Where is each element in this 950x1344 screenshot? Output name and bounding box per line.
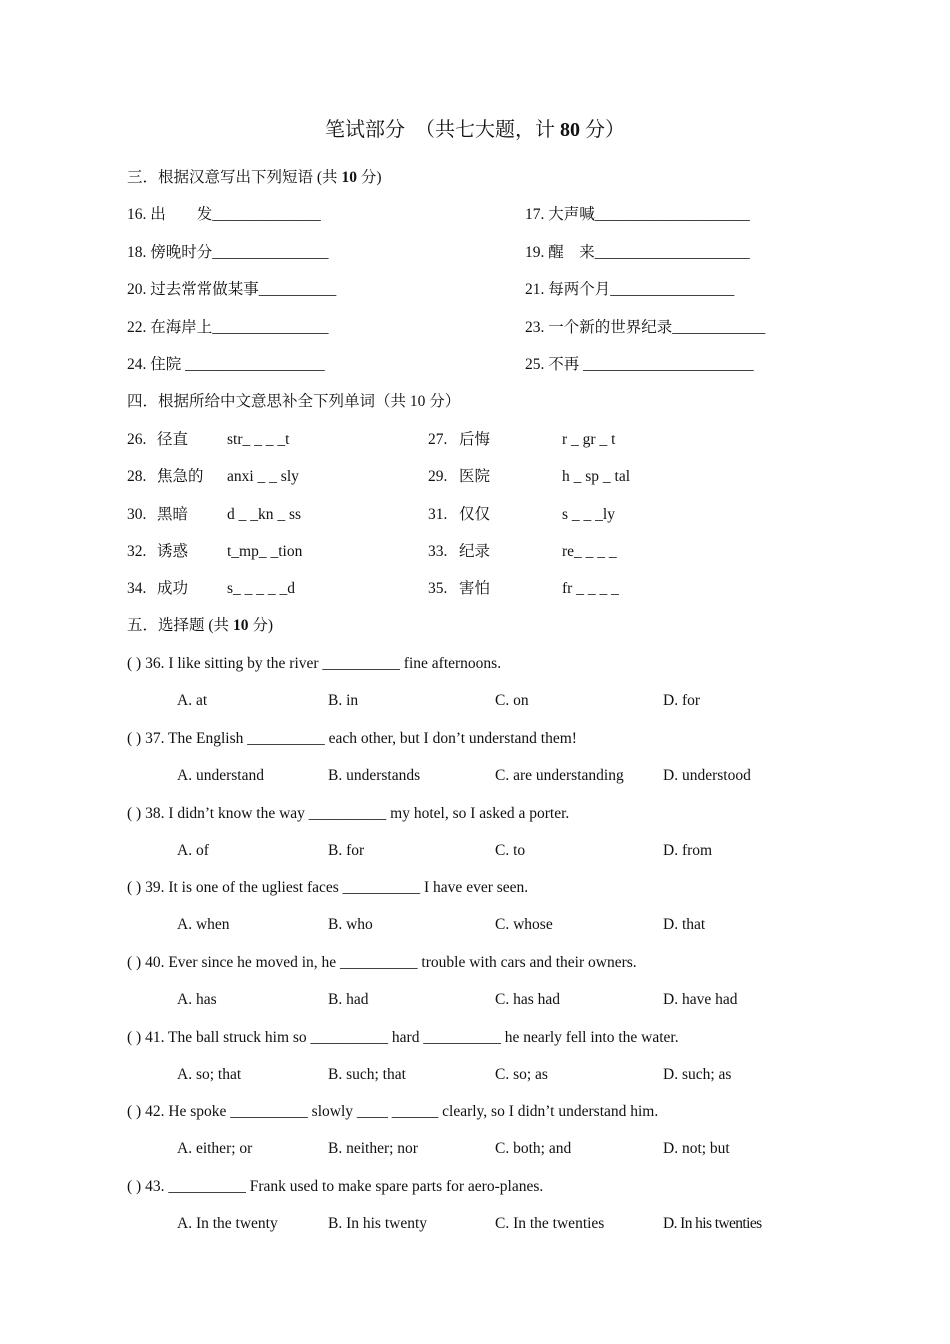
item-number: 32.	[127, 543, 147, 560]
option-c: C. In the twenties	[495, 1215, 605, 1232]
phrase-blank: 每两个月________________	[548, 281, 735, 298]
word-blank: re_ _ _ _	[562, 543, 617, 560]
option-b: B. had	[328, 991, 369, 1008]
word-hint: 害怕	[459, 580, 491, 597]
question-stem: ( ) 41. The ball struck him so __________ hard __________ he nearly fell into the water.	[127, 1029, 679, 1046]
phrase-item	[127, 318, 329, 338]
item-number: 24.	[127, 356, 147, 373]
word-blank: str_ _ _ _t	[227, 431, 290, 448]
option-c: C. so; as	[495, 1066, 548, 1083]
word-hint: 诱惑	[157, 543, 189, 560]
title-score: 80	[560, 119, 580, 141]
word-hint: 径直	[157, 431, 189, 448]
option-c: C. on	[495, 692, 529, 709]
word-blank: anxi _ _ sly	[227, 468, 299, 485]
option-a: A. of	[177, 842, 209, 859]
word-hint: 后悔	[459, 431, 491, 448]
phrase-blank: 出 发______________	[150, 206, 321, 223]
phrase-blank: 一个新的世界纪录____________	[548, 319, 766, 336]
question-stem: ( ) 42. He spoke __________ slowly ____ ______ clearly, so I didn’t understand him.	[127, 1103, 659, 1120]
phrase-item	[525, 318, 765, 338]
phrase-item	[127, 205, 321, 225]
option-b: B. for	[328, 842, 365, 859]
question-stem: ( ) 37. The English __________ each other, but I don’t understand them!	[127, 730, 577, 747]
item-number: 16.	[127, 206, 147, 223]
section-5-score-close: 分)	[248, 617, 273, 634]
item-number: 21.	[525, 281, 545, 298]
question-stem: ( ) 38. I didn’t know the way __________ my hotel, so I asked a porter.	[127, 805, 570, 822]
option-d: D. understood	[663, 767, 751, 784]
word-hint: 医院	[459, 468, 491, 485]
phrase-blank: 大声喊____________________	[548, 206, 750, 223]
question-stem: ( ) 39. It is one of the ugliest faces __________ I have ever seen.	[127, 879, 529, 896]
item-number: 29.	[428, 468, 448, 485]
phrase-blank: 醒 来____________________	[548, 244, 750, 261]
item-number: 22.	[127, 319, 147, 336]
section-3-score: 10	[341, 169, 357, 186]
phrase-blank: 不再 ______________________	[548, 356, 754, 373]
section-5-title: 五．选择题	[127, 617, 209, 634]
option-c: C. whose	[495, 916, 553, 933]
option-d: D. for	[663, 692, 701, 709]
option-b: B. understands	[328, 767, 421, 784]
phrase-blank: 住院 __________________	[150, 356, 325, 373]
section-3-title: 三．根据汉意写出下列短语	[127, 169, 317, 186]
option-a: A. at	[177, 692, 208, 709]
phrase-item	[127, 355, 325, 375]
option-c: C. has had	[495, 991, 561, 1008]
word-hint: 纪录	[459, 543, 491, 560]
section-3-header	[127, 168, 381, 188]
phrase-item	[525, 280, 734, 300]
item-number: 26.	[127, 431, 147, 448]
word-blank: s_ _ _ _ _d	[227, 580, 296, 597]
option-a: A. so; that	[177, 1066, 242, 1083]
word-blank: s _ _ _ly	[562, 506, 615, 523]
option-b: B. in	[328, 692, 359, 709]
question-stem: ( ) 40. Ever since he moved in, he __________ trouble with cars and their owners.	[127, 954, 637, 971]
page-title	[0, 117, 950, 143]
item-number: 19.	[525, 244, 545, 261]
item-number: 31.	[428, 506, 448, 523]
item-number: 28.	[127, 468, 147, 485]
word-blank: h _ sp _ tal	[562, 468, 631, 485]
section-3-score-close: 分)	[356, 169, 382, 186]
word-blank: t_mp_ _tion	[227, 543, 303, 560]
item-number: 33.	[428, 543, 448, 560]
item-number: 20.	[127, 281, 147, 298]
title-paren: （共七大题，计	[415, 119, 560, 141]
question-stem: ( ) 43. __________ Frank used to make spare parts for aero-planes.	[127, 1178, 544, 1195]
item-number: 23.	[525, 319, 545, 336]
option-d: D. have had	[663, 991, 738, 1008]
option-a: A. when	[177, 916, 230, 933]
option-c: C. to	[495, 842, 526, 859]
word-hint: 黑暗	[157, 506, 189, 523]
word-blank: r _ gr _ t	[562, 431, 616, 448]
option-b: B. neither; nor	[328, 1140, 418, 1157]
word-hint: 焦急的	[157, 468, 204, 485]
item-number: 34.	[127, 580, 147, 597]
word-blank: d _ _kn _ ss	[227, 506, 302, 523]
word-hint: 成功	[157, 580, 189, 597]
option-a: A. has	[177, 991, 217, 1008]
question-stem: ( ) 36. I like sitting by the river __________ fine afternoons.	[127, 655, 502, 672]
phrase-item	[525, 243, 750, 263]
phrase-blank: 在海岸上_______________	[150, 319, 329, 336]
item-number: 27.	[428, 431, 448, 448]
title-paren-close: 分）	[580, 119, 625, 141]
item-number: 35.	[428, 580, 448, 597]
section-4-header: 四．根据所给中文意思补全下列单词（共 10 分）	[127, 393, 461, 410]
word-blank: fr _ _ _ _	[562, 580, 619, 597]
option-d: D. In his twenties	[663, 1215, 762, 1232]
phrase-blank: 傍晚时分_______________	[150, 244, 329, 261]
phrase-item	[525, 205, 750, 225]
word-hint: 仅仅	[459, 506, 491, 523]
item-number: 25.	[525, 356, 545, 373]
option-c: C. both; and	[495, 1140, 572, 1157]
title-main: 笔试部分	[325, 119, 405, 141]
option-d: D. not; but	[663, 1140, 730, 1157]
option-d: D. from	[663, 842, 713, 859]
option-b: B. In his twenty	[328, 1215, 428, 1232]
item-number: 30.	[127, 506, 147, 523]
option-c: C. are understanding	[495, 767, 624, 784]
phrase-blank: 过去常常做某事__________	[150, 281, 337, 298]
option-b: B. such; that	[328, 1066, 406, 1083]
phrase-item	[525, 355, 754, 375]
item-number: 18.	[127, 244, 147, 261]
option-b: B. who	[328, 916, 373, 933]
section-5-header	[127, 616, 273, 636]
section-5-score-open: (共	[208, 617, 233, 634]
item-number: 17.	[525, 206, 545, 223]
section-3-score-open: (共	[316, 169, 342, 186]
option-a: A. understand	[177, 767, 264, 784]
option-a: A. In the twenty	[177, 1215, 278, 1232]
phrase-item	[127, 280, 336, 300]
option-d: D. such; as	[663, 1066, 732, 1083]
phrase-item	[127, 243, 329, 263]
option-a: A. either; or	[177, 1140, 253, 1157]
section-5-score: 10	[232, 617, 249, 634]
option-d: D. that	[663, 916, 706, 933]
